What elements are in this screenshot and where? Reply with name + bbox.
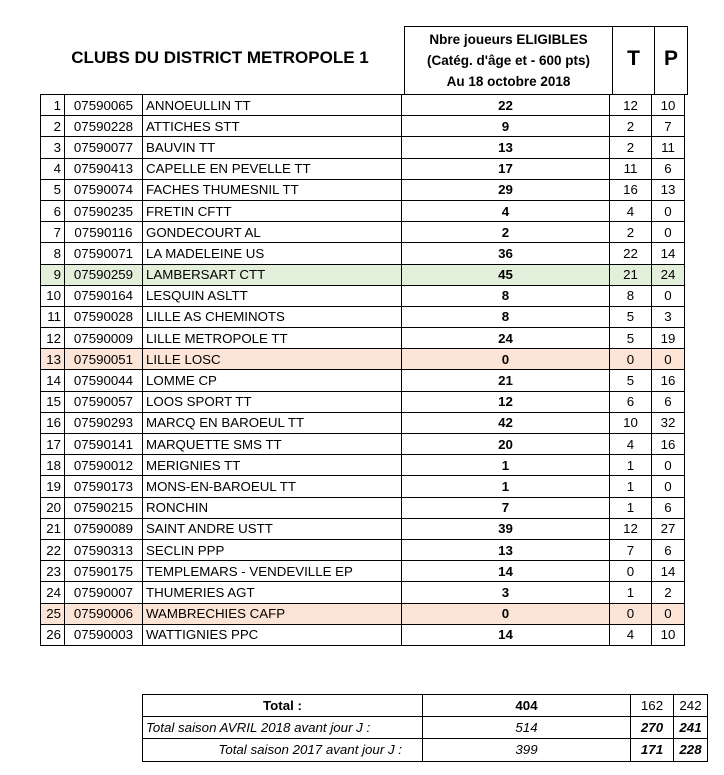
- table-row: [41, 328, 685, 349]
- t-count: 6: [610, 391, 652, 412]
- total-2017-t: 171: [631, 739, 674, 761]
- row-number: 23: [41, 561, 65, 582]
- totals-row: [143, 695, 708, 717]
- club-name: MARCQ EN BAROEUL TT: [143, 412, 402, 433]
- p-count: 6: [652, 391, 685, 412]
- eligible-count: 3: [402, 582, 610, 603]
- eligible-count: 2: [402, 222, 610, 243]
- t-count: 0: [610, 603, 652, 624]
- club-name: FRETIN CFTT: [143, 200, 402, 221]
- club-name: LOOS SPORT TT: [143, 391, 402, 412]
- row-number: 10: [41, 285, 65, 306]
- t-count: 2: [610, 222, 652, 243]
- club-code: 07590028: [65, 306, 143, 327]
- p-count: 10: [652, 95, 685, 116]
- club-name: MARQUETTE SMS TT: [143, 434, 402, 455]
- t-count: 0: [610, 349, 652, 370]
- p-count: 6: [652, 539, 685, 560]
- p-count: 6: [652, 158, 685, 179]
- table-row: [41, 370, 685, 391]
- t-count: 12: [610, 95, 652, 116]
- row-number: 11: [41, 306, 65, 327]
- club-code: 07590074: [65, 179, 143, 200]
- table-row: [41, 306, 685, 327]
- club-name: BAUVIN TT: [143, 137, 402, 158]
- eligible-count: 12: [402, 391, 610, 412]
- club-code: 07590175: [65, 561, 143, 582]
- total-avril-p: 241: [674, 717, 708, 739]
- row-number: 13: [41, 349, 65, 370]
- table-row: [41, 518, 685, 539]
- t-count: 1: [610, 476, 652, 497]
- club-name: MERIGNIES TT: [143, 455, 402, 476]
- table-row: [41, 285, 685, 306]
- row-number: 21: [41, 518, 65, 539]
- club-name: RONCHIN: [143, 497, 402, 518]
- club-name: TEMPLEMARS - VENDEVILLE EP: [143, 561, 402, 582]
- total-2017-label: Total saison 2017 avant jour J :: [143, 739, 423, 761]
- table-row: [41, 116, 685, 137]
- row-number: 9: [41, 264, 65, 285]
- t-count: 2: [610, 137, 652, 158]
- row-number: 1: [41, 95, 65, 116]
- club-code: 07590044: [65, 370, 143, 391]
- club-name: THUMERIES AGT: [143, 582, 402, 603]
- t-count: 5: [610, 328, 652, 349]
- t-count: 22: [610, 243, 652, 264]
- t-count: 8: [610, 285, 652, 306]
- table-row: [41, 455, 685, 476]
- club-name: WATTIGNIES PPC: [143, 624, 402, 645]
- row-number: 7: [41, 222, 65, 243]
- club-name: ANNOEULLIN TT: [143, 95, 402, 116]
- p-count: 27: [652, 518, 685, 539]
- table-row: [41, 137, 685, 158]
- eligible-header: [404, 29, 613, 92]
- club-name: ATTICHES STT: [143, 116, 402, 137]
- row-number: 14: [41, 370, 65, 391]
- club-code: 07590012: [65, 455, 143, 476]
- t-count: 11: [610, 158, 652, 179]
- t-count: 7: [610, 539, 652, 560]
- row-number: 8: [41, 243, 65, 264]
- total-t: 162: [631, 695, 674, 717]
- club-code: 07590051: [65, 349, 143, 370]
- total-avril-value: 514: [423, 717, 631, 739]
- eligible-count: 20: [402, 434, 610, 455]
- table-row: [41, 561, 685, 582]
- total-avril-t: 270: [631, 717, 674, 739]
- table-row: [41, 412, 685, 433]
- club-code: 07590164: [65, 285, 143, 306]
- club-code: 07590009: [65, 328, 143, 349]
- eligible-count: 1: [402, 455, 610, 476]
- p-count: 7: [652, 116, 685, 137]
- row-number: 16: [41, 412, 65, 433]
- table-row: [41, 200, 685, 221]
- table-row: [41, 222, 685, 243]
- p-count: 6: [652, 497, 685, 518]
- eligible-count: 42: [402, 412, 610, 433]
- eligible-count: 39: [402, 518, 610, 539]
- row-number: 4: [41, 158, 65, 179]
- eligible-count: 14: [402, 561, 610, 582]
- club-code: 07590228: [65, 116, 143, 137]
- row-number: 26: [41, 624, 65, 645]
- p-count: 11: [652, 137, 685, 158]
- row-number: 12: [41, 328, 65, 349]
- table-row: [41, 434, 685, 455]
- club-code: 07590089: [65, 518, 143, 539]
- p-header: P: [663, 47, 678, 70]
- totals-row: [143, 739, 708, 761]
- table-row: [41, 603, 685, 624]
- p-count: 2: [652, 582, 685, 603]
- total-2017-value: 399: [423, 739, 631, 761]
- t-count: 5: [610, 306, 652, 327]
- club-name: LILLE METROPOLE TT: [143, 328, 402, 349]
- page-title: CLUBS DU DISTRICT METROPOLE 1: [71, 48, 369, 67]
- row-number: 20: [41, 497, 65, 518]
- eligible-count: 4: [402, 200, 610, 221]
- club-name: LOMME CP: [143, 370, 402, 391]
- eligible-count: 8: [402, 285, 610, 306]
- p-count: 0: [652, 455, 685, 476]
- club-code: 07590173: [65, 476, 143, 497]
- eligible-count: 0: [402, 349, 610, 370]
- table-row: [41, 158, 685, 179]
- club-name: FACHES THUMESNIL TT: [143, 179, 402, 200]
- p-count: 14: [652, 561, 685, 582]
- eligible-header-line1: Nbre joueurs ELIGIBLES: [429, 32, 588, 47]
- eligible-header-line3: Au 18 octobre 2018: [446, 74, 571, 89]
- total-p: 242: [674, 695, 708, 717]
- t-count: 2: [610, 116, 652, 137]
- club-code: 07590293: [65, 412, 143, 433]
- p-count: 0: [652, 476, 685, 497]
- t-count: 4: [610, 434, 652, 455]
- p-count: 0: [652, 285, 685, 306]
- t-count: 4: [610, 624, 652, 645]
- row-number: 5: [41, 179, 65, 200]
- table-row: [41, 539, 685, 560]
- row-number: 25: [41, 603, 65, 624]
- row-number: 2: [41, 116, 65, 137]
- club-code: 07590215: [65, 497, 143, 518]
- club-name: LESQUIN ASLTT: [143, 285, 402, 306]
- t-count: 10: [610, 412, 652, 433]
- p-count: 0: [652, 603, 685, 624]
- total-value: 404: [423, 695, 631, 717]
- p-count: 13: [652, 179, 685, 200]
- eligible-count: 0: [402, 603, 610, 624]
- row-number: 18: [41, 455, 65, 476]
- total-avril-label: Total saison AVRIL 2018 avant jour J :: [143, 717, 423, 739]
- club-name: LILLE AS CHEMINOTS: [143, 306, 402, 327]
- club-code: 07590071: [65, 243, 143, 264]
- eligible-count: 13: [402, 539, 610, 560]
- eligible-count: 8: [402, 306, 610, 327]
- table-row: [41, 264, 685, 285]
- table-row: [41, 95, 685, 116]
- p-count: 0: [652, 222, 685, 243]
- row-number: 19: [41, 476, 65, 497]
- t-count: 12: [610, 518, 652, 539]
- p-count: 0: [652, 349, 685, 370]
- p-count: 0: [652, 200, 685, 221]
- club-code: 07590007: [65, 582, 143, 603]
- club-code: 07590057: [65, 391, 143, 412]
- p-count: 24: [652, 264, 685, 285]
- p-count: 16: [652, 434, 685, 455]
- table-row: [41, 582, 685, 603]
- row-number: 6: [41, 200, 65, 221]
- club-code: 07590116: [65, 222, 143, 243]
- table-row: [41, 243, 685, 264]
- t-count: 16: [610, 179, 652, 200]
- eligible-header-line2: (Catég. d'âge et - 600 pts): [427, 53, 590, 68]
- eligible-count: 9: [402, 116, 610, 137]
- p-count: 19: [652, 328, 685, 349]
- club-code: 07590077: [65, 137, 143, 158]
- club-name: WAMBRECHIES CAFP: [143, 603, 402, 624]
- table-row: [41, 476, 685, 497]
- table-row: [41, 624, 685, 645]
- club-name: LA MADELEINE US: [143, 243, 402, 264]
- row-number: 17: [41, 434, 65, 455]
- eligible-count: 29: [402, 179, 610, 200]
- row-number: 3: [41, 137, 65, 158]
- total-label: Total :: [143, 695, 423, 717]
- club-name: LAMBERSART CTT: [143, 264, 402, 285]
- eligible-count: 24: [402, 328, 610, 349]
- club-code: 07590006: [65, 603, 143, 624]
- t-count: 1: [610, 497, 652, 518]
- t-count: 21: [610, 264, 652, 285]
- eligible-count: 13: [402, 137, 610, 158]
- eligible-count: 14: [402, 624, 610, 645]
- eligible-count: 1: [402, 476, 610, 497]
- club-code: 07590259: [65, 264, 143, 285]
- eligible-count: 21: [402, 370, 610, 391]
- club-name: CAPELLE EN PEVELLE TT: [143, 158, 402, 179]
- row-number: 24: [41, 582, 65, 603]
- table-row: [41, 391, 685, 412]
- eligible-count: 45: [402, 264, 610, 285]
- p-count: 10: [652, 624, 685, 645]
- totals-row: [143, 717, 708, 739]
- club-name: SAINT ANDRE USTT: [143, 518, 402, 539]
- p-count: 3: [652, 306, 685, 327]
- t-count: 1: [610, 455, 652, 476]
- t-count: 5: [610, 370, 652, 391]
- table-row: [41, 349, 685, 370]
- clubs-table: [40, 94, 685, 646]
- club-code: 07590413: [65, 158, 143, 179]
- club-name: SECLIN PPP: [143, 539, 402, 560]
- row-number: 15: [41, 391, 65, 412]
- eligible-count: 17: [402, 158, 610, 179]
- eligible-count: 22: [402, 95, 610, 116]
- club-code: 07590003: [65, 624, 143, 645]
- table-row: [41, 179, 685, 200]
- t-header: T: [627, 47, 640, 70]
- eligible-count: 36: [402, 243, 610, 264]
- club-code: 07590065: [65, 95, 143, 116]
- p-count: 14: [652, 243, 685, 264]
- t-count: 4: [610, 200, 652, 221]
- total-2017-p: 228: [674, 739, 708, 761]
- club-code: 07590141: [65, 434, 143, 455]
- p-count: 32: [652, 412, 685, 433]
- p-count: 16: [652, 370, 685, 391]
- club-name: LILLE LOSC: [143, 349, 402, 370]
- t-count: 1: [610, 582, 652, 603]
- t-count: 0: [610, 561, 652, 582]
- totals-table: [142, 694, 708, 762]
- eligible-count: 7: [402, 497, 610, 518]
- club-name: GONDECOURT AL: [143, 222, 402, 243]
- club-code: 07590313: [65, 539, 143, 560]
- table-row: [41, 497, 685, 518]
- row-number: 22: [41, 539, 65, 560]
- club-code: 07590235: [65, 200, 143, 221]
- club-name: MONS-EN-BAROEUL TT: [143, 476, 402, 497]
